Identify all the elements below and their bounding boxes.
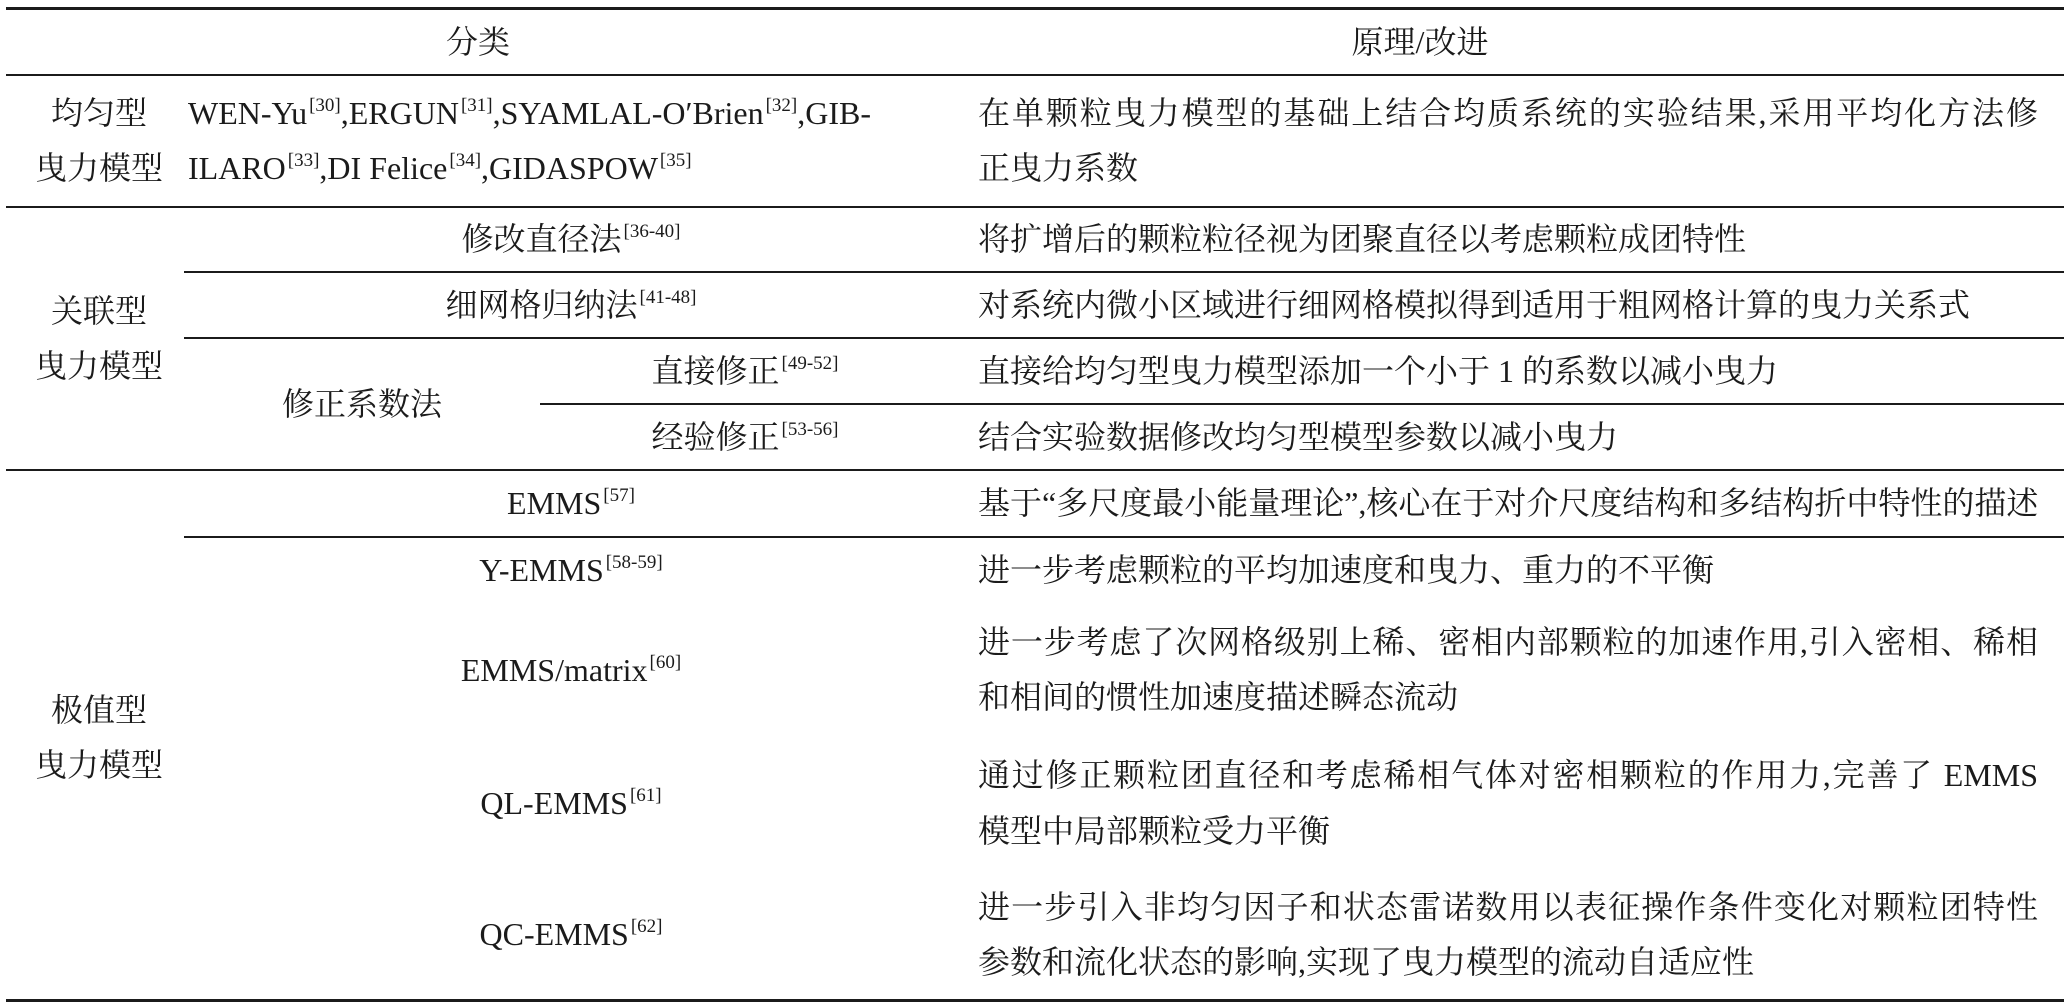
ref-citation: [34]	[449, 150, 482, 171]
description-ql-emms-line-2: 模型中局部颗粒受力平衡	[978, 813, 1331, 849]
model-name: ILARO	[188, 150, 286, 186]
method-name: 经验修正	[651, 419, 780, 455]
uniform-description-line-1: 在单颗粒曳力模型的基础上结合均质系统的实验结果,采用平均化方法修	[978, 95, 2038, 131]
method-fine-grid	[184, 272, 958, 338]
header-bottom-rule	[6, 74, 2064, 76]
header-principle: 原理/改进	[1351, 24, 1489, 60]
ref-citation: [61]	[629, 785, 662, 806]
description-empirical-correction: 结合实验数据修改均匀型模型参数以减小曳力	[978, 419, 1619, 455]
description-fine-grid: 对系统内微小区域进行细网格模拟得到适用于粗网格计算的曳力关系式	[978, 287, 1971, 323]
ref-citation: [33]	[287, 150, 320, 171]
ref-citation: [62]	[630, 916, 663, 937]
ref-citation: [57]	[603, 485, 635, 506]
header-category: 分类	[445, 24, 510, 60]
method-emms-matrix	[184, 603, 958, 737]
method-ql-emms	[184, 737, 958, 869]
correlated-label-line-2: 曳力模型	[34, 348, 163, 384]
model-name: ,ERGUN	[340, 95, 459, 131]
method-name: Y-EMMS	[479, 552, 604, 588]
model-name: ,DI Felice	[319, 150, 448, 186]
method-name: QC-EMMS	[479, 916, 629, 952]
ref-citation: [49-52]	[781, 353, 839, 374]
ref-citation: [32]	[765, 95, 798, 116]
description-qc-emms-line-2: 参数和流化状态的影响,实现了曳力模型的流动自适应性	[978, 944, 1755, 980]
description-qc-emms-line-1: 进一步引入非均匀因子和状态雷诺数用以表征操作条件变化对颗粒团特性	[978, 889, 2038, 925]
description-ql-emms-line-1: 通过修正颗粒团直径和考虑稀相气体对密相颗粒的作用力,完善了 EMMS	[978, 757, 2038, 793]
uniform-description-line-2: 正曳力系数	[978, 150, 1139, 186]
ref-citation: [31]	[460, 95, 493, 116]
description-y-emms: 进一步考虑颗粒的平均加速度和曳力、重力的不平衡	[978, 552, 1715, 588]
description-emms-matrix-line-1: 进一步考虑了次网格级别上稀、密相内部颗粒的加速作用,引入密相、稀相	[978, 624, 2038, 660]
extremum-label-line-1: 极值型	[50, 692, 147, 728]
model-name: ,SYAMLAL-O′Brien	[492, 95, 764, 131]
ref-citation: [58-59]	[605, 552, 663, 573]
method-direct-correction	[540, 338, 950, 404]
ref-citation: [36-40]	[623, 221, 681, 242]
uniform-models-line-1	[188, 86, 871, 141]
ref-citation: [41-48]	[639, 287, 697, 308]
model-name: ,GIB-	[797, 95, 872, 131]
method-diameter-modification	[184, 207, 958, 272]
method-name: 细网格归纳法	[445, 287, 638, 323]
method-y-emms	[184, 537, 958, 603]
description-emms-matrix-line-2: 和相间的惯性加速度描述瞬态流动	[978, 679, 1459, 715]
model-name: WEN-Yu	[188, 95, 308, 131]
method-name: QL-EMMS	[480, 785, 628, 821]
method-name: EMMS/matrix	[460, 652, 648, 688]
correlated-label-line-1: 关联型	[50, 293, 147, 329]
ref-citation: [35]	[659, 150, 692, 171]
method-qc-emms	[184, 869, 958, 1000]
uniform-label-line-1: 均匀型	[50, 95, 147, 131]
model-name: ,GIDASPOW	[481, 150, 658, 186]
method-name: EMMS	[507, 485, 602, 521]
ref-citation: [60]	[649, 652, 682, 673]
ref-citation: [30]	[309, 95, 341, 116]
method-emms	[184, 470, 958, 537]
description-direct-correction: 直接给均匀型曳力模型添加一个小于 1 的系数以减小曳力	[978, 353, 1779, 389]
extremum-label-line-2: 曳力模型	[34, 747, 163, 783]
method-name: 修改直径法	[461, 221, 622, 257]
uniform-label-line-2: 曳力模型	[34, 150, 163, 186]
ref-citation: [53-56]	[781, 419, 839, 440]
method-correction-coefficient: 修正系数法	[281, 386, 442, 422]
description-emms: 基于“多尺度最小能量理论”,核心在于对介尺度结构和多结构折中特性的描述	[978, 485, 2039, 521]
method-name: 直接修正	[651, 353, 780, 389]
table-top-rule	[6, 7, 2064, 10]
method-empirical-correction	[540, 404, 950, 470]
description-diameter-modification: 将扩增后的颗粒粒径视为团聚直径以考虑颗粒成团特性	[978, 221, 1747, 257]
uniform-models-line-2	[188, 141, 692, 196]
